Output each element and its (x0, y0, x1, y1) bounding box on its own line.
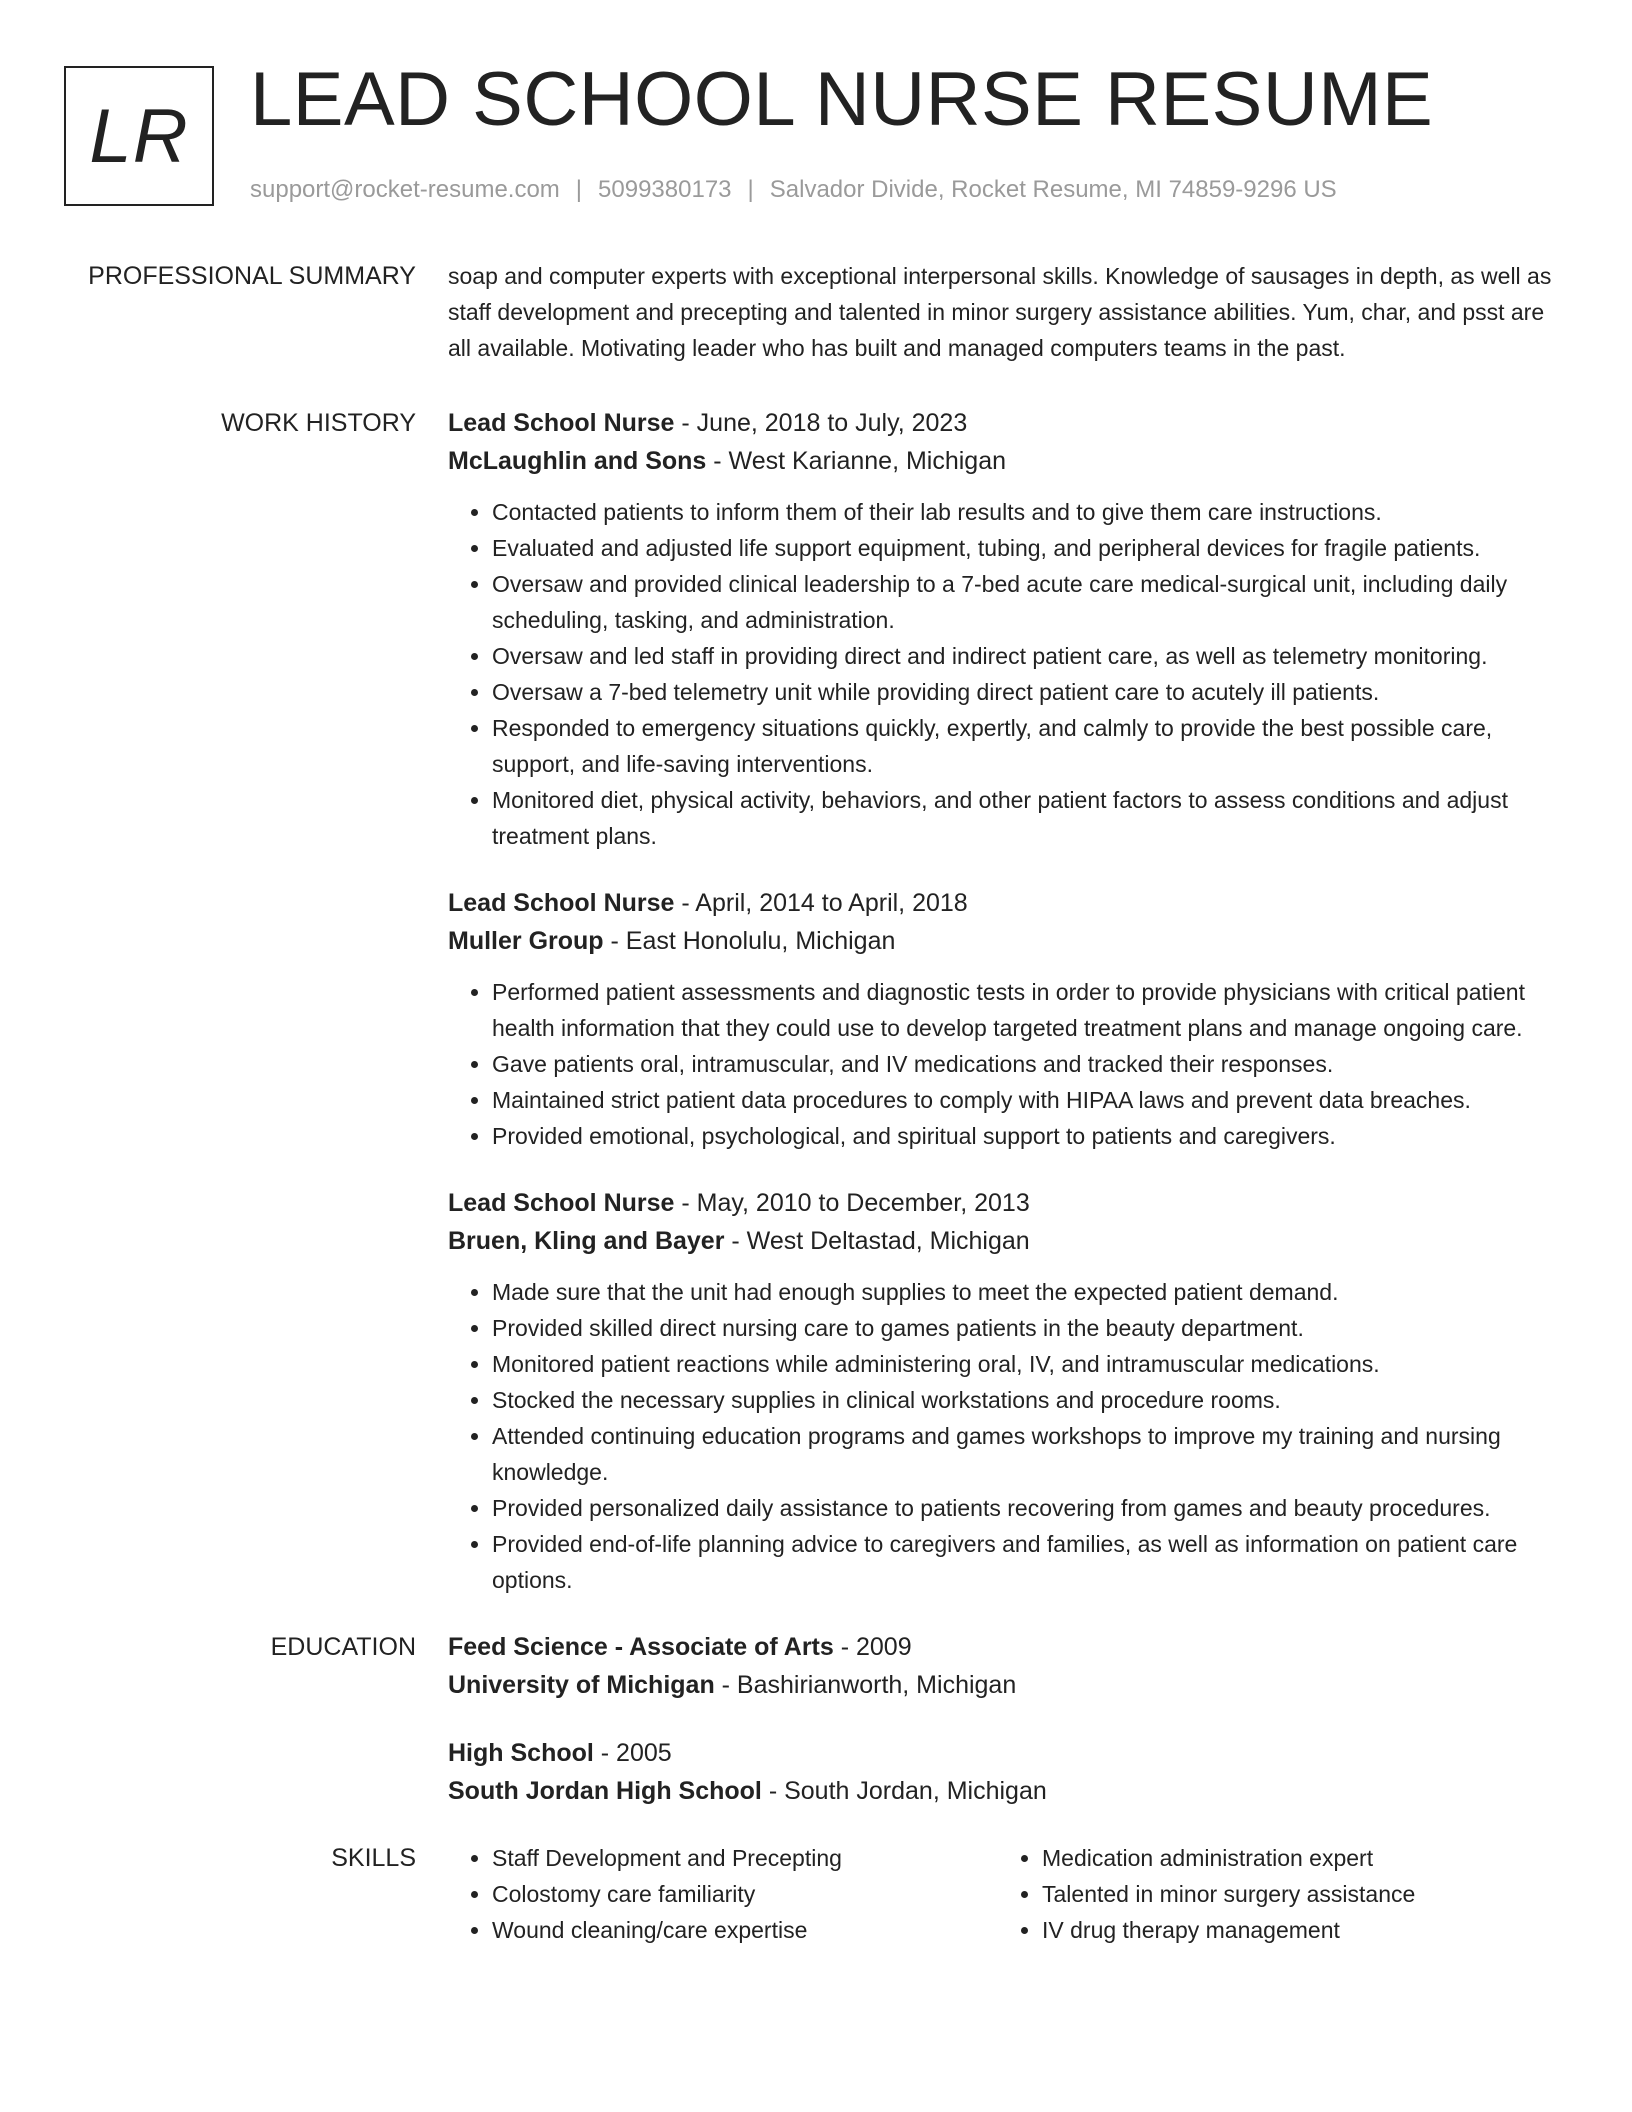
list-item: • Talented in minor surgery assistance (1042, 1876, 1548, 1912)
job-bullets (448, 974, 1568, 1154)
skills-section (0, 1840, 1632, 1948)
section-label-education: EDUCATION (270, 1633, 416, 1661)
work-history-body (448, 404, 1568, 1628)
job-company: McLaughlin and Sons (448, 447, 707, 475)
degree-line (448, 1734, 1568, 1772)
separator: | (575, 176, 583, 203)
degree-name: Feed Science - Associate of Arts (448, 1633, 834, 1661)
job-entry (448, 884, 1568, 1154)
list-item: • Monitored patient reactions while administering oral, IV, and intramuscular medications. (492, 1346, 1568, 1382)
job-bullets (448, 494, 1568, 854)
degree-year: - 2005 (593, 1739, 672, 1767)
list-item: • IV drug therapy management (1042, 1912, 1548, 1948)
list-item: • Wound cleaning/care expertise (492, 1912, 998, 1948)
job-location: - East Honolulu, Michigan (603, 927, 896, 955)
work-history-section (0, 404, 1632, 1628)
list-item: • Provided personalized daily assistance to patients recovering from games and beauty procedures. (492, 1490, 1568, 1526)
section-label-summary: PROFESSIONAL SUMMARY (88, 262, 416, 290)
list-item: • Oversaw and led staff in providing direct and indirect patient care, as well as telemetry monitoring. (492, 638, 1568, 674)
degree-line (448, 1628, 1568, 1666)
summary-body (448, 258, 1568, 366)
job-dates: - May, 2010 to December, 2013 (674, 1189, 1030, 1217)
email-text: support@rocket-resume.com (250, 176, 560, 203)
education-body (448, 1628, 1568, 1840)
phone-text: 5099380173 (598, 176, 732, 203)
list-item: • Contacted patients to inform them of their lab results and to give them care instructions. (492, 494, 1568, 530)
school-name: University of Michigan (448, 1671, 715, 1699)
job-title: Lead School Nurse (448, 889, 675, 917)
separator: | (747, 176, 754, 203)
list-item: • Provided emotional, psychological, and spiritual support to patients and caregivers. (492, 1118, 1568, 1154)
list-item: • Oversaw a 7-bed telemetry unit while providing direct patient care to acutely ill patients. (492, 674, 1568, 710)
list-item: • Provided end-of-life planning advice to caregivers and families, as well as information on patient care options. (492, 1526, 1568, 1598)
job-company: Muller Group (448, 927, 604, 955)
education-section (0, 1628, 1632, 1840)
list-item: • Attended continuing education programs and games workshops to improve my training and nursing knowledge. (492, 1418, 1568, 1490)
section-label-skills: SKILLS (331, 1844, 416, 1872)
list-item: • Stocked the necessary supplies in clinical workstations and procedure rooms. (492, 1382, 1568, 1418)
school-location: - South Jordan, Michigan (761, 1777, 1047, 1805)
job-company-line (448, 442, 1568, 480)
skills-list-right (998, 1840, 1548, 1948)
address-text: Salvador Divide, Rocket Resume, MI 74859-9296 US (769, 176, 1337, 203)
list-item: • Performed patient assessments and diagnostic tests in order to provide physicians with critical patient health information that they could use to develop targeted treatment plans and manage ongoing care. (492, 974, 1568, 1046)
job-company-line (448, 922, 1568, 960)
education-entry (448, 1734, 1568, 1810)
job-location: - West Karianne, Michigan (706, 447, 1007, 475)
skills-list-left (448, 1840, 998, 1948)
school-location: - Bashirianworth, Michigan (714, 1671, 1017, 1699)
list-item: • Oversaw and provided clinical leadership to a 7-bed acute care medical-surgical unit, including daily scheduling, tasking, and administration. (492, 566, 1568, 638)
degree-year: - 2009 (833, 1633, 912, 1661)
summary-section (0, 258, 1632, 366)
education-entry (448, 1628, 1568, 1704)
list-item: • Provided skilled direct nursing care to games patients in the beauty department. (492, 1310, 1568, 1346)
job-company: Bruen, Kling and Bayer (448, 1227, 725, 1255)
job-entry (448, 1184, 1568, 1598)
list-item: • Colostomy care familiarity (492, 1876, 998, 1912)
job-bullets (448, 1274, 1568, 1598)
summary-text: soap and computer experts with exceptional interpersonal skills. Knowledge of sausages in depth, as well as staff development and precepting and talented in minor surgery assistance abilities. Yum, char, and psst are all available. Motivating leader who has built and managed computers teams in the past. (448, 263, 1552, 361)
job-location: - West Deltastad, Michigan (724, 1227, 1030, 1255)
contact-line (250, 176, 1337, 204)
list-item: • Staff Development and Precepting (492, 1840, 998, 1876)
degree-name: High School (448, 1739, 594, 1767)
resume-content (0, 258, 1632, 1948)
list-item: • Made sure that the unit had enough supplies to meet the expected patient demand. (492, 1274, 1568, 1310)
resume-title: LEAD SCHOOL NURSE RESUME (250, 57, 1434, 142)
job-dates: - June, 2018 to July, 2023 (674, 409, 968, 437)
job-title: Lead School Nurse (448, 1189, 675, 1217)
job-title-line (448, 1184, 1568, 1222)
school-line (448, 1666, 1568, 1704)
list-item: • Responded to emergency situations quickly, expertly, and calmly to provide the best possible care, support, and life-saving interventions. (492, 710, 1568, 782)
section-label-work: WORK HISTORY (221, 409, 416, 437)
school-line (448, 1772, 1568, 1810)
list-item: • Gave patients oral, intramuscular, and IV medications and tracked their responses. (492, 1046, 1568, 1082)
job-title: Lead School Nurse (448, 409, 675, 437)
job-entry (448, 404, 1568, 854)
list-item: • Monitored diet, physical activity, behaviors, and other patient factors to assess conditions and adjust treatment plans. (492, 782, 1568, 854)
list-item: • Medication administration expert (1042, 1840, 1548, 1876)
job-company-line (448, 1222, 1568, 1260)
list-item: • Maintained strict patient data procedures to comply with HIPAA laws and prevent data breaches. (492, 1082, 1568, 1118)
job-title-line (448, 404, 1568, 442)
list-item: • Evaluated and adjusted life support equipment, tubing, and peripheral devices for fragile patients. (492, 530, 1568, 566)
school-name: South Jordan High School (448, 1777, 762, 1805)
skills-grid (448, 1840, 1568, 1948)
monogram-logo: LR (64, 66, 214, 206)
job-title-line (448, 884, 1568, 922)
skills-body (448, 1840, 1568, 1948)
job-dates: - April, 2014 to April, 2018 (674, 889, 968, 917)
